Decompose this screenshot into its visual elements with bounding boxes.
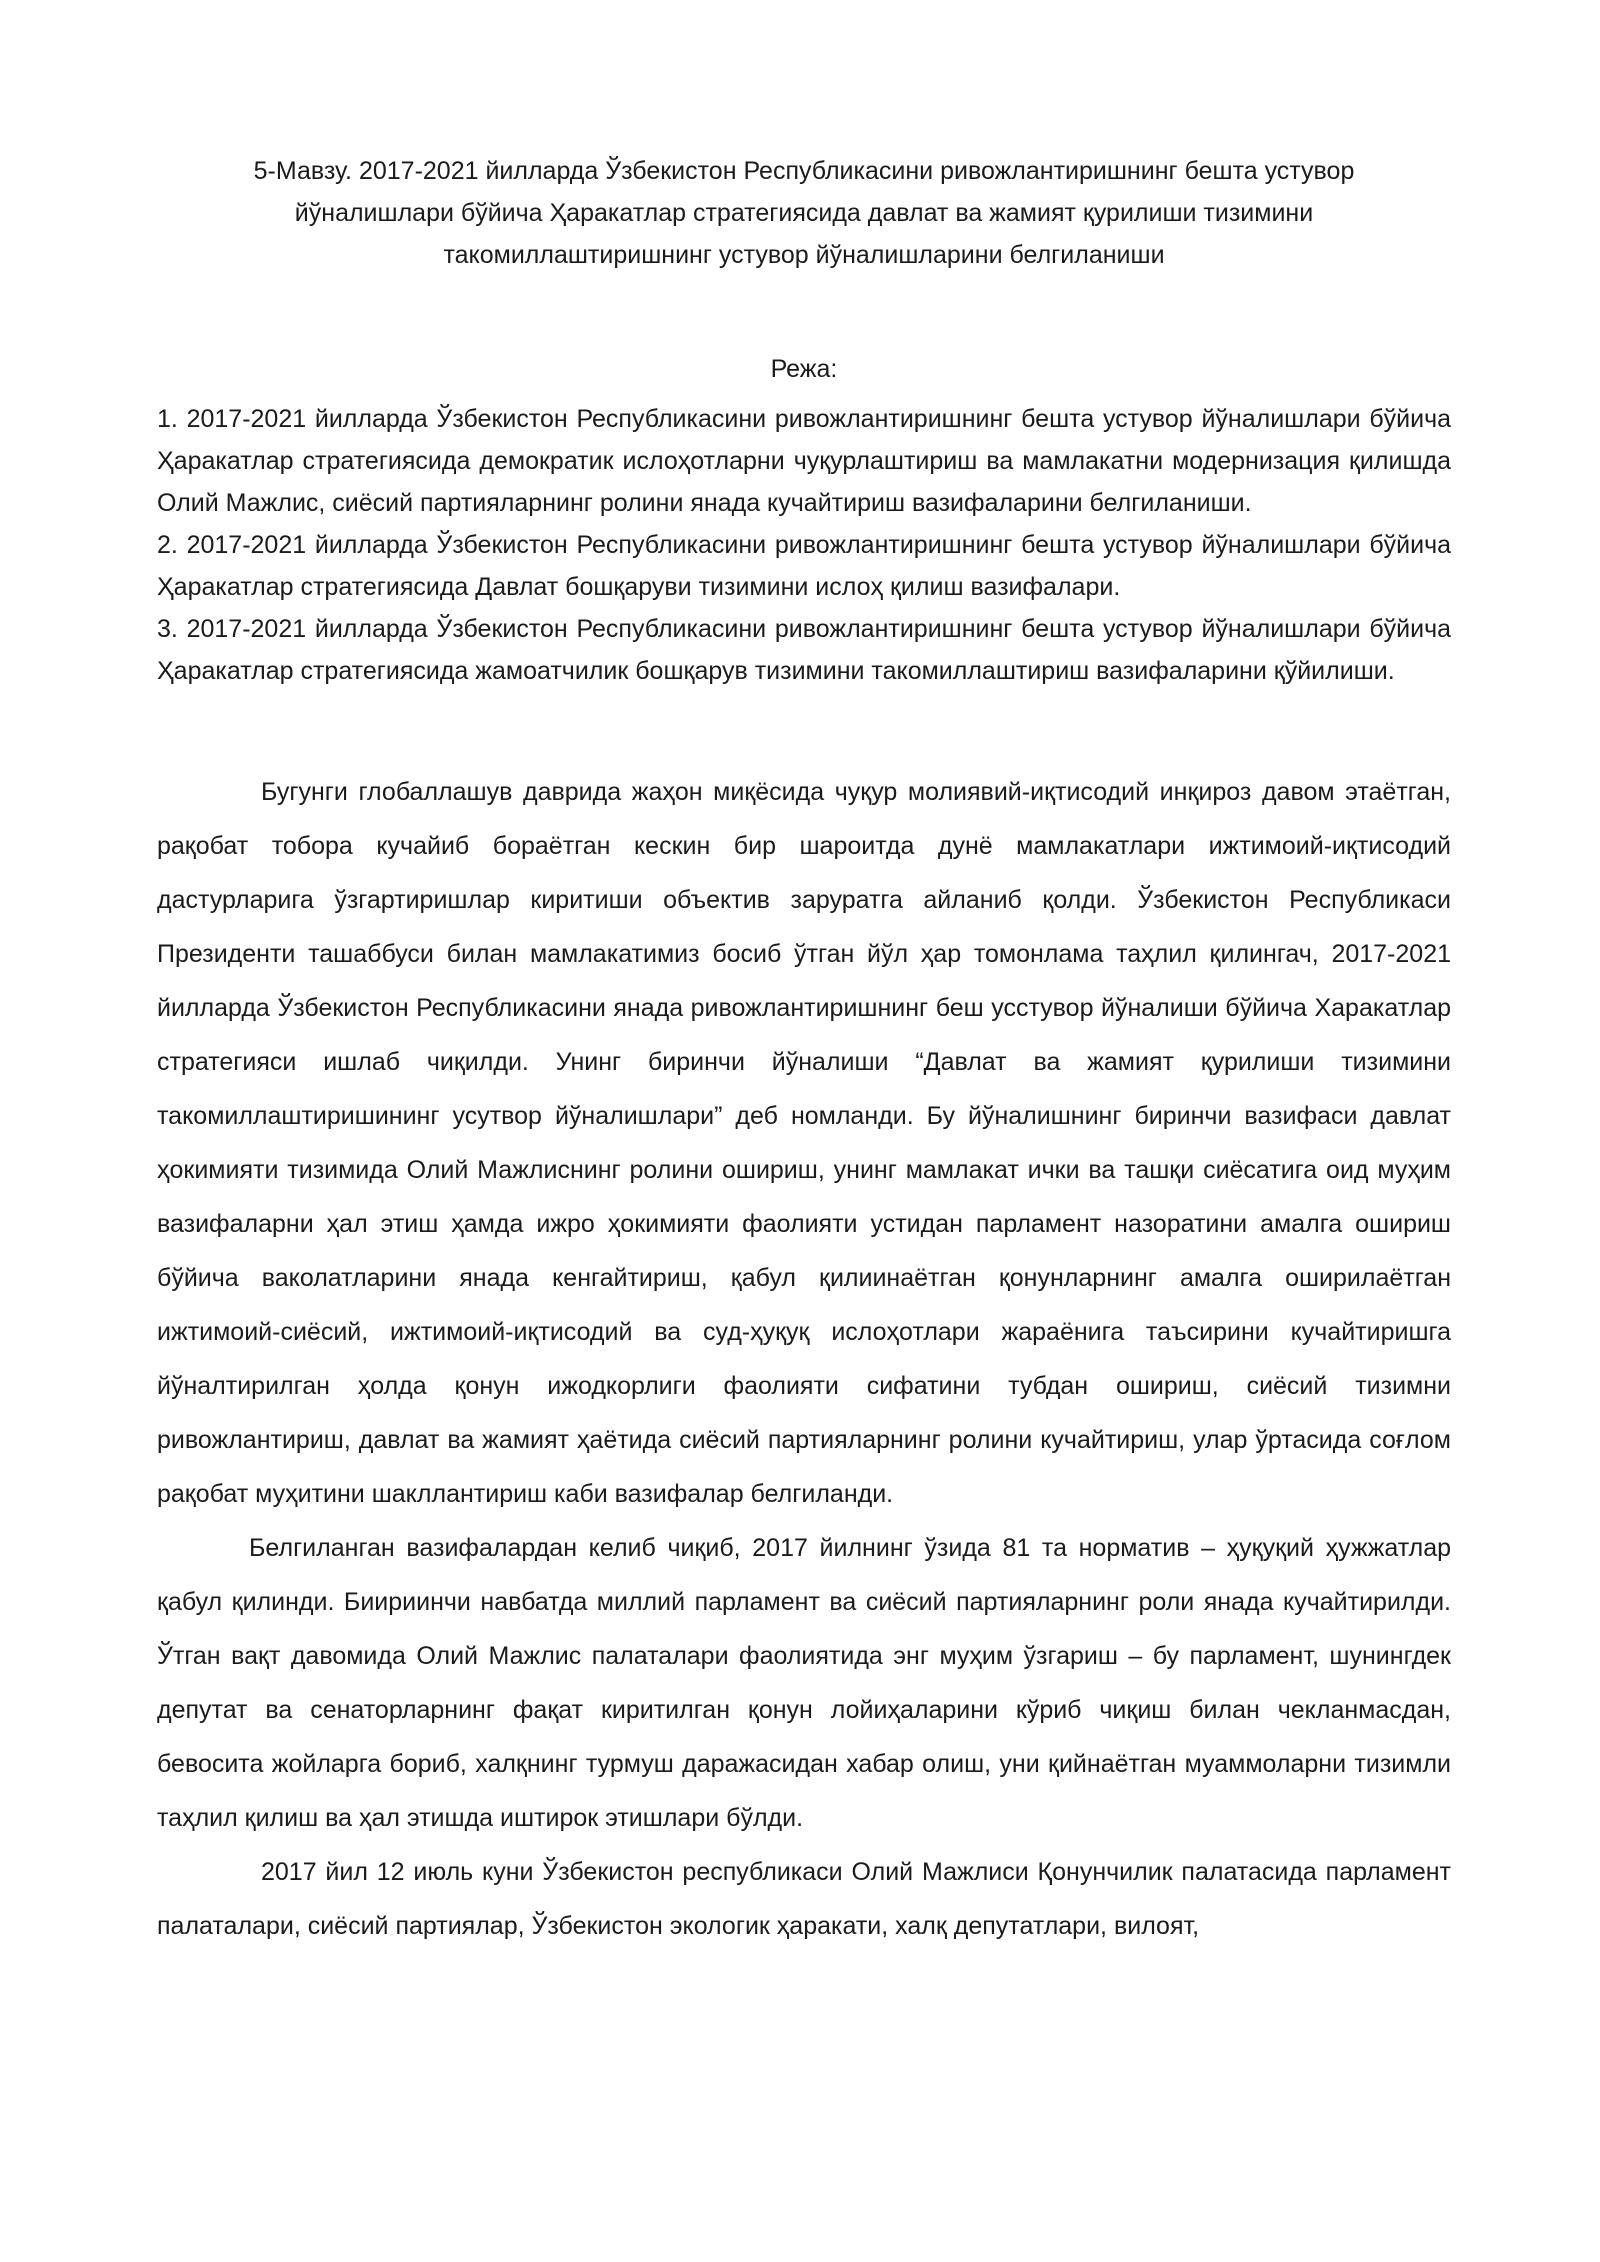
plan-item-1: 1. 2017-2021 йилларда Ўзбекистон Республикасини ривожлантиришнинг бешта устувор йўналишлари бўйича Ҳаракатлар стратегиясида демократик ислоҳотларни чуқурлаштириш ва мамлакатни модернизация қилишда Олий Мажлис, сиёсий партияларнинг ролини янада кучайтириш вазифаларини белгиланиши. (157, 405, 1451, 517)
plan-item-3: 3. 2017-2021 йилларда Ўзбекистон Республикасини ривожлантиришнинг бешта устувор йўналишлари бўйича Ҳаракатлар стратегиясида жамоатчилик бошқарув тизимини такомиллаштириш вазифаларини қўйилиши. (157, 615, 1451, 685)
document-page (157, 150, 1451, 1953)
plan-item-2: 2. 2017-2021 йилларда Ўзбекистон Республикасини ривожлантиришнинг бешта устувор йўналишлари бўйича Ҳаракатлар стратегиясида Давлат бошқаруви тизимини ислоҳ қилиш вазифалари. (157, 531, 1451, 601)
plan-list (157, 398, 1451, 692)
document-title: 5-Мавзу. 2017-2021 йилларда Ўзбекистон Республикасини ривожлантиришнинг бешта устувор йўналишлари бўйича Ҳаракатлар стратегиясида давлат ва жамият қурилиши тизимини такомиллаштиришнинг устувор йўналишларини белгиланиши (253, 157, 1355, 269)
body-paragraph-3: 2017 йил 12 июль куни Ўзбекистон республикаси Олий Мажлиси Қонунчилик палатасида парламент палаталари, сиёсий партиялар, Ўзбекистон экологик ҳаракати, халқ депутатлари, вилоят, (157, 1858, 1451, 1940)
body-paragraph-2: Белгиланган вазифалардан келиб чиқиб, 2017 йилнинг ўзида 81 та норматив – ҳуқуқий ҳужжатлар қабул қилинди. Биириинчи навбатда миллий парламент ва сиёсий партияларнинг роли янада кучайтирилди. Ўтган вақт давомида Олий Мажлис палаталари фаолиятида энг муҳим ўзгариш – бу парламент, шунингдек депутат ва сенаторларнинг фақат киритилган қонун лойиҳаларини кўриб чиқиш билан чекланмасдан, бевосита жойларга бориб, халқнинг турмуш даражасидан хабар олиш, уни қийнаётган муаммоларни тизимли таҳлил қилиш ва ҳал этишда иштирок этишлари бўлди. (157, 1534, 1451, 1832)
body-paragraph-1: Бугунги глобаллашув даврида жаҳон миқёсида чуқур молиявий-иқтисодий инқироз давом этаётган, рақобат тобора кучайиб бораётган кескин бир шароитда дунё мамлакатлари ижтимоий-иқтисодий дастурларига ўзгартиришлар киритиши объектив заруратга айланиб қолди. Ўзбекистон Республикаси Президенти ташаббуси билан мамлакатимиз босиб ўтган йўл ҳар томонлама таҳлил қилингач, 2017-2021 йилларда Ўзбекистон Республикасини янада ривожлантиришнинг беш усстувор йўналиши бўйича Харакатлар стратегияси ишлаб чиқилди. Унинг биринчи йўналиши “Давлат ва жамият қурилиши тизимини такомиллаштиришининг усутвор йўналишлари” деб номланди. Бу йўналишнинг биринчи вазифаси давлат ҳокимияти тизимида Олий Мажлиснинг ролини ошириш, унинг мамлакат ички ва ташқи сиёсатига оид муҳим вазифаларни ҳал этиш ҳамда ижро ҳокимияти фаолияти устидан парламент назоратини амалга ошириш бўйича ваколатларини янада кенгайтириш, қабул қилиинаётган қонунларнинг амалга оширилаётган ижтимоий-сиёсий, ижтимоий-иқтисодий ва суд-ҳуқуқ ислоҳотлари жараёнига таъсирини кучайтиришга йўналтирилган ҳолда қонун ижодкорлиги фаолияти сифатини тубдан ошириш, сиёсий тизимни ривожлантириш, давлат ва жамият ҳаётида сиёсий партияларнинг ролини кучайтириш, улар ўртасида соғлом рақобат муҳитини шакллантириш каби вазифалар белгиланди. (157, 778, 1451, 1508)
plan-heading: Режа: (770, 355, 838, 383)
document-body (157, 765, 1451, 1953)
